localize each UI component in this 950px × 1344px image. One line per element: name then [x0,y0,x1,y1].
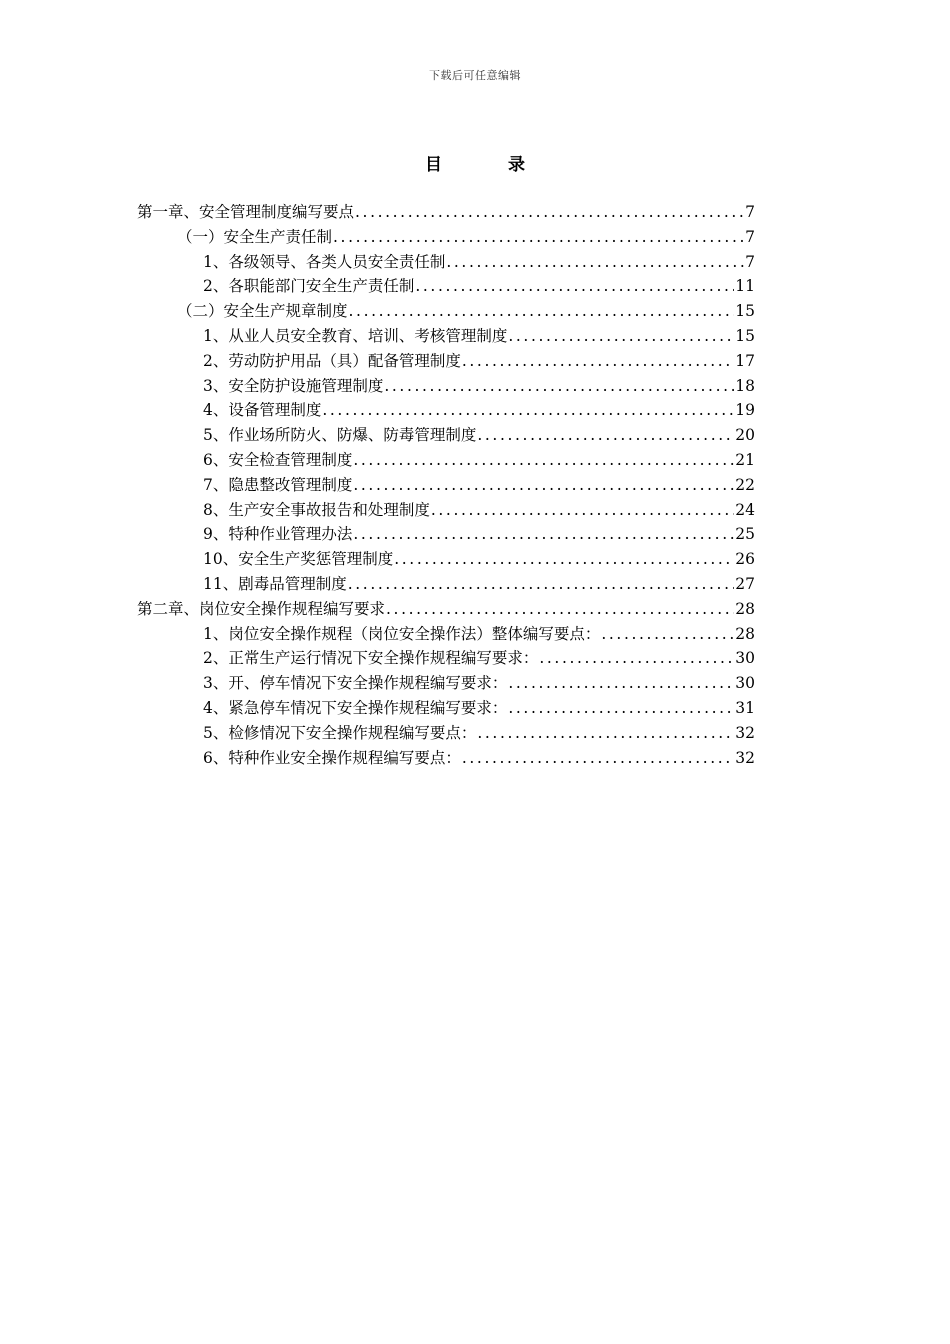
toc-dot-leader [601,622,734,647]
toc-page-number: 15 [735,302,755,321]
toc-page-number: 26 [735,550,755,569]
toc-entry[interactable] [137,299,755,324]
toc-dot-leader [431,498,734,523]
toc-page-number: 18 [735,376,755,395]
header-note: 下载后可任意编辑 [429,69,521,82]
toc-page-number: 11 [735,277,755,296]
toc-dot-leader [508,696,734,721]
toc-entry-text: 2、正常生产运行情况下安全操作规程编写要求： [203,649,539,668]
toc-page-number: 7 [745,252,755,271]
toc-page-number: 27 [735,574,755,593]
toc-entry[interactable] [137,746,755,771]
toc-entry-text: 5、检修情况下安全操作规程编写要点： [203,723,477,742]
toc-entry-text: 3、开、停车情况下安全操作规程编写要求： [203,674,508,693]
toc-entry-text: 第一章、安全管理制度编写要点 [137,203,355,221]
toc-entry-text: 1、各级领导、各类人员安全责任制 [203,252,446,271]
toc-dot-leader [415,274,734,299]
toc-dot-leader [384,374,734,399]
toc-dot-leader [355,200,744,225]
toc-entry[interactable] [137,572,755,597]
toc-entry-text: 1、岗位安全操作规程（岗位安全操作法）整体编写要点： [203,624,601,643]
toc-entry-text: 6、安全检查管理制度 [203,450,353,469]
toc-dot-leader [446,250,744,275]
toc-entry-text: （二）安全生产规章制度 [177,302,348,321]
toc-entry[interactable] [137,498,755,523]
toc-entry[interactable] [137,547,755,572]
toc-dot-leader [322,398,734,423]
toc-entry[interactable] [137,423,755,448]
toc-entry[interactable] [137,250,755,275]
toc-entry[interactable] [137,671,755,696]
toc-page-number: 32 [735,723,755,742]
toc-dot-leader [508,671,734,696]
toc-dot-leader [353,473,734,498]
toc-dot-leader [348,572,735,597]
toc-dot-leader [462,746,734,771]
toc-entry-text: 2、各职能部门安全生产责任制 [203,277,415,296]
toc-entry-text: 7、隐患整改管理制度 [203,475,353,494]
toc-page-number: 31 [735,698,755,717]
toc-dot-leader [394,547,734,572]
toc-entry[interactable] [137,522,755,547]
toc-dot-leader [508,324,734,349]
toc-dot-leader [333,225,744,250]
toc-dot-leader [353,522,734,547]
toc-entry-text: 3、安全防护设施管理制度 [203,376,384,395]
toc-entry[interactable] [137,448,755,473]
toc-dot-leader [353,448,734,473]
table-of-contents [137,200,755,770]
toc-entry[interactable] [137,473,755,498]
toc-dot-leader [349,299,735,324]
toc-entry-text: 10、安全生产奖惩管理制度 [203,550,394,569]
toc-page-number: 20 [735,426,755,445]
toc-entry-text: 4、紧急停车情况下安全操作规程编写要求： [203,698,508,717]
toc-entry[interactable] [137,225,755,250]
toc-dot-leader [386,597,734,622]
toc-page-number: 28 [735,624,755,643]
toc-page-number: 30 [735,649,755,668]
toc-entry-text: （一）安全生产责任制 [177,227,333,246]
toc-entry-text: 第二章、岗位安全操作规程编写要求 [137,599,386,618]
toc-entry-text: 1、从业人员安全教育、培训、考核管理制度 [203,326,508,345]
toc-dot-leader [477,423,734,448]
toc-entry[interactable] [137,200,755,225]
toc-entry-text: 4、设备管理制度 [203,401,322,420]
toc-page-number: 7 [745,203,755,221]
toc-entry[interactable] [137,374,755,399]
toc-page-number: 21 [735,450,755,469]
toc-page-number: 32 [735,748,755,767]
toc-entry[interactable] [137,274,755,299]
toc-entry-text: 5、作业场所防火、防爆、防毒管理制度 [203,426,477,445]
toc-entry-text: 2、劳动防护用品（具）配备管理制度 [203,351,461,370]
toc-entry[interactable] [137,622,755,647]
toc-entry-text: 9、特种作业管理办法 [203,525,353,544]
toc-entry[interactable] [137,324,755,349]
toc-page-number: 7 [745,227,755,246]
toc-page-number: 17 [735,351,755,370]
toc-page-number: 25 [735,525,755,544]
toc-dot-leader [539,646,734,671]
toc-entry[interactable] [137,349,755,374]
toc-entry[interactable] [137,597,755,622]
toc-page-number: 28 [735,599,755,618]
toc-entry[interactable] [137,696,755,721]
toc-entry-text: 8、生产安全事故报告和处理制度 [203,500,430,519]
toc-entry-text: 6、特种作业安全操作规程编写要点： [203,748,461,767]
toc-entry[interactable] [137,646,755,671]
toc-page-number: 22 [735,475,755,494]
toc-page-number: 15 [735,326,755,345]
toc-entry-text: 11、剧毒品管理制度 [203,574,347,593]
toc-dot-leader [462,349,734,374]
toc-page-number: 30 [735,674,755,693]
toc-title: 目 录 [425,155,555,175]
toc-page-number: 19 [735,401,755,420]
toc-entry[interactable] [137,721,755,746]
toc-entry[interactable] [137,398,755,423]
toc-dot-leader [477,721,734,746]
toc-page-number: 24 [735,500,755,519]
